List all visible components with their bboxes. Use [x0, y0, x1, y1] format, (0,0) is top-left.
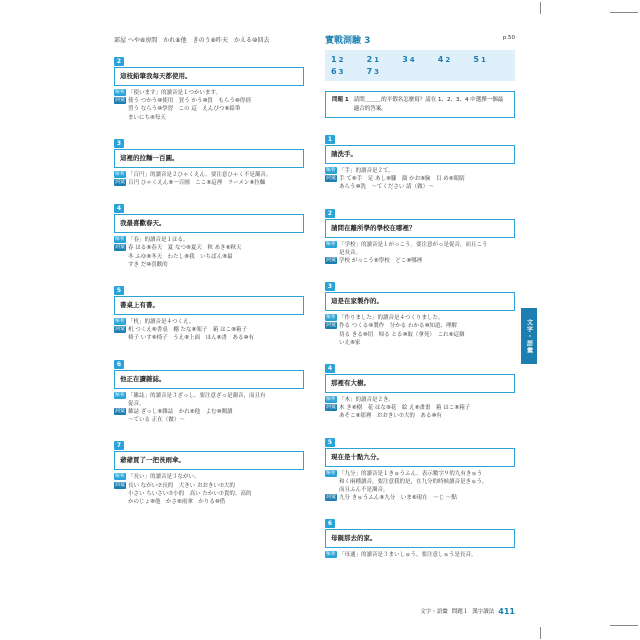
answer-question-number: 4 — [437, 55, 444, 64]
line-text: 「机」的讀音是４つくえ。 — [128, 319, 195, 326]
question-block — [325, 429, 515, 503]
question-number: 3 — [114, 139, 124, 148]
question-block — [114, 195, 304, 269]
question-block — [114, 277, 304, 343]
question-prompt: 爺爺買了一把長雨傘。 — [114, 451, 304, 470]
line-text: 〜ている 正在（做）〜 — [128, 417, 185, 424]
question-number: 3 — [325, 282, 335, 291]
question-prompt: 請問在離所學的學校在哪裡？ — [325, 219, 515, 238]
answer-value: 3 — [374, 68, 380, 76]
explanation-line — [114, 416, 304, 424]
line-tag: 詞彙 — [115, 481, 126, 488]
line-tag: 詞彙 — [115, 408, 126, 415]
question-prompt: 這裡的拉麵一百圓。 — [114, 149, 304, 168]
section-header — [325, 30, 515, 48]
page-number: 411 — [498, 606, 515, 616]
line-text: 習う ならう⑩學習 この 這 えんぴつ⑧鉛筆 — [128, 106, 241, 113]
line-text: まいにち⑧每天 — [128, 114, 166, 121]
line-text: 小さい ちいさい⑦小的 高い たかい⑦貴的、高的 — [128, 490, 252, 497]
explanation-line — [325, 470, 515, 478]
question-number: 7 — [114, 441, 124, 450]
explanation-line — [114, 261, 304, 269]
line-text: いえ⑧家 — [339, 339, 361, 346]
answer-value: 2 — [445, 56, 451, 64]
explanation-line — [325, 494, 515, 502]
instruction-label: 問題 1 — [332, 97, 349, 103]
question-prompt: 這是在家製作的。 — [325, 292, 515, 311]
line-tag: 解析 — [115, 391, 126, 398]
line-text: 「手」的讀音是２て。 — [339, 168, 394, 174]
line-text: 長い ながい⑦長的 大きい おおきい⑦大的 — [128, 482, 235, 489]
explanation-line — [114, 473, 304, 481]
page-reference: p.50 — [502, 35, 515, 41]
line-text: 「木」的讀音是２き。 — [339, 397, 394, 404]
line-text: 机 つくえ⑧書桌 棚 たな⑧架子 箱 はこ⑧箱子 — [128, 327, 248, 334]
explanation-line — [114, 179, 304, 187]
line-text: 椅子 いす⑧椅子 うえ⑧上面 ほん⑧書 ある⑩有 — [128, 335, 254, 342]
line-tag: 詞彙 — [115, 244, 126, 251]
answer-value: 4 — [409, 56, 415, 64]
question-prompt: 母親那去的家。 — [325, 529, 515, 548]
answer-value: 1 — [480, 56, 486, 64]
explanation-line — [325, 167, 515, 175]
answer-question-number: 3 — [402, 55, 408, 64]
line-tag: 詞彙 — [326, 322, 337, 329]
question-number: 4 — [114, 204, 124, 213]
line-text: 「作りました」的讀音是４つくりました。 — [339, 315, 444, 322]
line-tag: 詞彙 — [115, 179, 126, 186]
footer-label: 漢字讀法 — [472, 609, 495, 615]
question-block — [114, 432, 304, 506]
explanation-line — [325, 339, 515, 347]
line-text: 而且ふん不是濁音。 — [339, 487, 389, 494]
question-block — [114, 130, 304, 187]
line-tag: 詞彙 — [326, 175, 337, 182]
line-text: 雑誌 ざっし⑧雜誌 かれ⑧他 よむ⑩閱讀 — [128, 409, 233, 416]
answer-question-number: 7 — [366, 67, 373, 76]
question-prompt: 這枝鉛筆我每天都使用。 — [114, 67, 304, 86]
explanation-line — [114, 482, 304, 490]
answer-question-number: 1 — [331, 55, 337, 64]
explanation-line — [114, 253, 304, 261]
footer-section: 文字・語彙 — [420, 609, 448, 615]
question-block — [325, 355, 515, 421]
footer — [400, 606, 515, 616]
answer-item — [331, 55, 367, 64]
line-tag: 解析 — [115, 89, 126, 95]
explanation-line — [114, 318, 304, 326]
line-tag: 詞彙 — [326, 404, 337, 411]
instruction-box — [325, 91, 515, 118]
explanation-line — [325, 257, 515, 265]
line-text: 「長い」的讀音是３ながい。 — [128, 474, 200, 481]
line-text: 「使います」的讀音是１つかいます。 — [128, 90, 222, 96]
line-text: 「雑誌」的讀音是３ざっし。要注意ざっ是濁音，而且有 — [128, 392, 266, 399]
explanation-line — [114, 114, 304, 122]
line-text: あらう⑩洗 〜てください 請（做）〜 — [339, 184, 434, 191]
answer-item — [331, 67, 367, 76]
explanation-line — [114, 498, 304, 506]
explanation-line — [114, 171, 304, 179]
line-text: 「百円」的讀音是２ひゃくえん。要注意ひゃく不是濁音。 — [128, 171, 272, 178]
line-text: 作る つくる⑩製作 分かる わかる⑩知道、理解 — [339, 323, 457, 330]
question-number: 6 — [325, 519, 335, 528]
question-prompt: 那裡有大樹。 — [325, 374, 515, 393]
answer-value: 2 — [338, 56, 344, 64]
explanation-line — [114, 490, 304, 498]
question-number: 2 — [325, 209, 335, 218]
explanation-line — [114, 89, 304, 97]
crop-mark — [610, 12, 638, 13]
line-tag: 詞彙 — [115, 97, 126, 104]
line-tag: 解析 — [326, 314, 337, 321]
explanation-line — [325, 331, 515, 339]
line-text: 和く兩種讀音，要注意我的是，在九分的時候讀音是きゅう， — [339, 478, 488, 485]
explanation-line — [325, 175, 515, 183]
answer-key — [325, 50, 515, 81]
explanation-line — [114, 334, 304, 342]
right-column — [325, 30, 515, 568]
line-tag: 解析 — [115, 473, 126, 480]
question-block — [114, 48, 304, 122]
answer-item — [367, 67, 403, 76]
line-tag: 解析 — [115, 318, 126, 325]
question-number: 1 — [325, 135, 335, 144]
question-number: 2 — [114, 57, 124, 66]
explanation-line — [325, 249, 515, 257]
explanation-line — [114, 392, 304, 400]
line-tag: 詞彙 — [115, 326, 126, 333]
question-prompt: 現在是十點九分。 — [325, 448, 515, 467]
answer-question-number: 2 — [366, 55, 373, 64]
side-tab: 文字・語彙 — [521, 308, 537, 364]
crop-mark — [610, 625, 638, 626]
explanation-line — [325, 478, 515, 486]
line-text: 木 き⑧樹 花 はな⑧花 絵 え⑧畫畫 箱 はこ⑧箱子 — [339, 405, 471, 412]
question-block — [325, 200, 515, 266]
question-prompt: 我最喜歡春天。 — [114, 214, 304, 233]
line-tag: 詞彙 — [326, 257, 337, 264]
line-tag: 詞彙 — [326, 494, 337, 501]
explanation-line — [114, 408, 304, 416]
question-block — [114, 351, 304, 425]
line-tag: 解析 — [326, 551, 337, 558]
explanation-line — [325, 241, 515, 249]
line-text: 「学校」的讀音是１がっこう。要注意がっ是促音，而且こう — [339, 241, 488, 248]
line-text: 百円 ひゃくえん⑧一百圓 ここ⑧這裡 ラーメン⑧拉麵 — [128, 180, 266, 187]
explanation-line — [325, 404, 515, 412]
line-tag: 解析 — [115, 170, 126, 177]
answer-value: 1 — [374, 56, 380, 64]
line-tag: 解析 — [326, 396, 337, 403]
line-text: 是長音。 — [339, 249, 362, 256]
explanation-line — [325, 486, 515, 494]
line-text: 手 て⑧手 足 あし⑧腳 顔 かお⑧臉 目 め⑧眼睛 — [339, 176, 465, 183]
question-block — [325, 126, 515, 192]
explanation-line — [325, 412, 515, 420]
question-number: 5 — [325, 438, 335, 447]
explanation-line — [114, 244, 304, 252]
answer-item — [473, 55, 509, 64]
line-text: あそこ⑧那裡 おおきい⑦大的 ある⑩有 — [339, 413, 442, 420]
question-prompt: 他正在讀雜誌。 — [114, 370, 304, 389]
question-number: 5 — [114, 286, 124, 295]
answer-value: 3 — [338, 68, 344, 76]
explanation-line — [114, 326, 304, 334]
line-text: 冬 ふゆ⑧冬天 わたし⑧我 いちばん⑧最 — [128, 253, 233, 260]
question-number: 4 — [325, 364, 335, 373]
question-block — [325, 510, 515, 559]
footer-part: 問題１ — [451, 609, 469, 615]
question-prompt: 書桌上有書。 — [114, 296, 304, 315]
line-text: 九分 きゅうふん⑧九分 いま⑧現在 〜じ 〜點 — [339, 495, 457, 502]
question-prompt: 請洗手。 — [325, 145, 515, 164]
line-text: かのじょ⑧他 かさ⑧雨傘 かりる⑩借 — [128, 499, 226, 506]
top-vocab-line: 部屋 へや⑧房間 かれ⑧他 きのう⑧昨天 かえる⑩回去 — [114, 37, 270, 44]
crop-mark — [540, 2, 541, 14]
question-number: 6 — [114, 360, 124, 369]
answer-item — [438, 55, 474, 64]
line-text: 「九分」的讀音是１きゅうふん。表示數字９的九有きゅう — [339, 470, 483, 477]
line-text: 「春」的讀音是１はる。 — [128, 237, 189, 244]
line-tag: 解析 — [326, 167, 337, 173]
line-tag: 解析 — [326, 469, 337, 476]
line-text: 促音。 — [128, 400, 145, 407]
left-column — [114, 30, 304, 514]
line-text: 「母通」的讀音是３まいしゅう。要注意しゅう是長音。 — [339, 552, 477, 559]
explanation-line — [325, 314, 515, 322]
line-text: すき だ⑩喜歡的 — [128, 261, 168, 268]
instruction-text: 請問＿＿＿的平假名怎麼寫？請在 1、2、3、4 中選擇一個最適合的答案。 — [353, 97, 504, 112]
answer-question-number: 6 — [331, 67, 337, 76]
explanation-line — [325, 183, 515, 191]
line-text: 学校 がっこう⑧學校 どこ⑧哪裡 — [339, 258, 423, 265]
explanation-line — [325, 396, 515, 404]
section-title: 實戰測驗 3 — [325, 36, 371, 46]
answer-question-number: 5 — [473, 55, 479, 64]
answer-item — [367, 55, 403, 64]
explanation-line — [114, 105, 304, 113]
question-block — [325, 273, 515, 347]
line-tag: 解析 — [115, 236, 126, 243]
explanation-line — [114, 400, 304, 408]
crop-mark — [540, 627, 541, 639]
line-text: 春 はる⑧春天 夏 なつ⑧夏天 秋 あき⑧秋天 — [128, 245, 242, 252]
explanation-line — [325, 322, 515, 330]
explanation-line — [114, 236, 304, 244]
explanation-line — [325, 551, 515, 559]
line-tag: 解析 — [326, 240, 337, 247]
line-text: 切る きる⑩切 帰る とる⑩取（拿死） これ⑧這個 — [339, 331, 465, 338]
answer-item — [402, 55, 438, 64]
explanation-line — [114, 97, 304, 105]
line-text: 使う つかう⑩使用 買う かう⑩買 もらう⑩得到 — [128, 98, 251, 105]
